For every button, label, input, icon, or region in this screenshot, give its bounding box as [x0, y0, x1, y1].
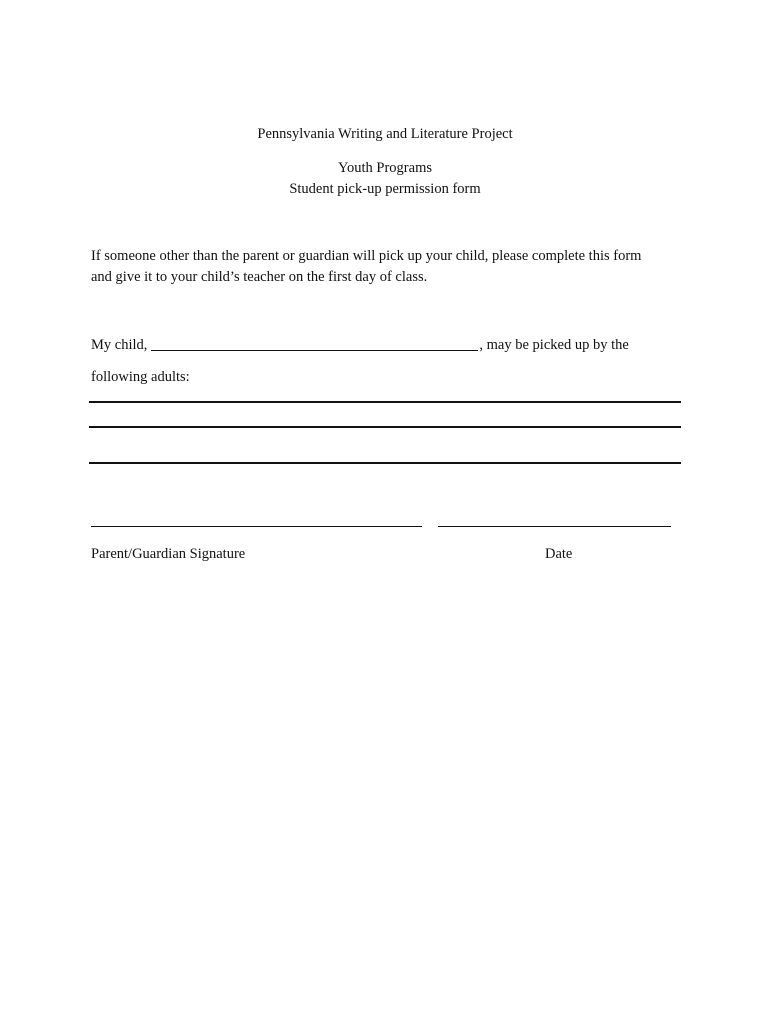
authorized-adult-field-1[interactable] — [89, 401, 681, 403]
signature-field[interactable] — [91, 526, 422, 527]
date-label: Date — [545, 546, 573, 562]
child-statement-continuation: following adults: — [91, 369, 190, 385]
form-name: Student pick-up permission form — [289, 181, 481, 197]
authorized-adult-field-3[interactable] — [89, 462, 681, 464]
child-statement-suffix: , may be picked up by the — [479, 337, 629, 353]
child-statement — [91, 335, 629, 354]
signature-label: Parent/Guardian Signature — [91, 546, 246, 562]
authorized-adult-field-2[interactable] — [89, 426, 681, 428]
instructions-line-2: and give it to your child’s teacher on the first day of class. — [91, 269, 428, 285]
program-subtitle: Youth Programs — [337, 160, 432, 176]
child-statement-prefix: My child, — [91, 337, 148, 353]
child-name-field[interactable] — [151, 337, 478, 351]
instructions-line-1: If someone other than the parent or guardian will pick up your child, please complete this form — [91, 248, 642, 264]
form-title: Pennsylvania Writing and Literature Project — [257, 126, 513, 142]
date-field[interactable] — [438, 526, 671, 527]
